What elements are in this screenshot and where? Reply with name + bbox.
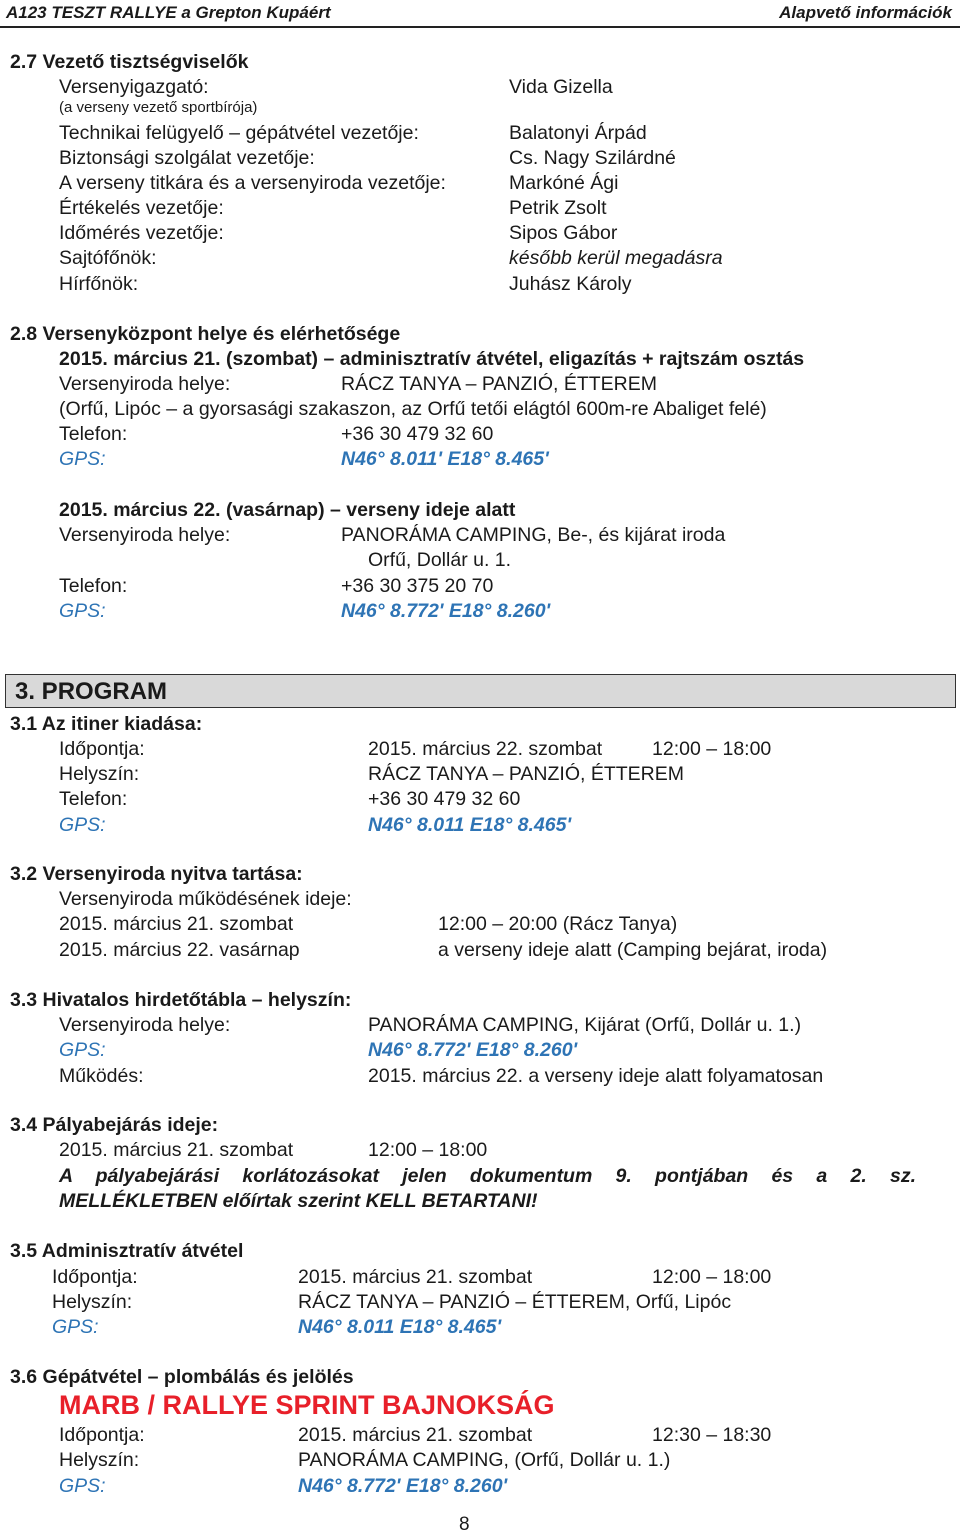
section-3-1-title: 3.1 Az itiner kiadása: <box>10 713 203 735</box>
day1-office-value: RÁCZ TANYA – PANZIÓ, ÉTTEREM <box>341 373 658 395</box>
day2-office-address: Orfű, Dollár u. 1. <box>368 549 512 571</box>
itiner-phone-label: Telefon: <box>59 788 128 810</box>
itiner-phone: +36 30 479 32 60 <box>368 788 521 810</box>
official-label: Hírfőnök: <box>59 273 139 295</box>
day2-description: (vasárnap) – verseny ideje alatt <box>225 499 516 521</box>
day1-note: (Orfű, Lipóc – a gyorsasági szakaszon, az Orfű tetői elágtól 600m-re Abaliget felé) <box>59 398 767 420</box>
section-3-3-title: 3.3 Hivatalos hirdetőtábla – helyszín: <box>10 989 352 1011</box>
itiner-time-hours: 12:00 – 18:00 <box>652 738 772 760</box>
office-hours-date: 2015. március 22. vasárnap <box>59 939 300 961</box>
admin-gps: N46° 8.011 E18° 8.465' <box>298 1316 502 1338</box>
day2-gps: N46° 8.772' E18° 8.260' <box>341 600 551 622</box>
official-value: Markóné Ági <box>509 172 619 194</box>
page-header <box>0 0 960 28</box>
header-section: Alapvető információk <box>779 3 952 22</box>
office-hours-subtitle: Versenyiroda működésének ideje: <box>59 888 352 910</box>
official-value: Cs. Nagy Szilárdné <box>509 147 676 169</box>
admin-time-label: Időpontja: <box>52 1266 138 1288</box>
office-hours-value: 12:00 – 20:00 (Rácz Tanya) <box>438 913 678 935</box>
section-3-heading <box>5 674 956 708</box>
noticeboard-office-label: Versenyiroda helye: <box>59 1014 231 1036</box>
admin-place-label: Helyszín: <box>52 1291 133 1313</box>
itiner-place: RÁCZ TANYA – PANZIÓ, ÉTTEREM <box>368 763 685 785</box>
official-value: Balatonyi Árpád <box>509 122 647 144</box>
official-value: Vida Gizella <box>509 76 613 98</box>
itiner-gps: N46° 8.011 E18° 8.465' <box>368 814 572 836</box>
section-3-4-title: 3.4 Pályabejárás ideje: <box>10 1114 219 1136</box>
noticeboard-operation-label: Működés: <box>59 1065 144 1087</box>
scrutineering-time-hours: 12:30 – 18:30 <box>652 1424 772 1446</box>
scrutineering-gps-label: GPS: <box>59 1475 106 1497</box>
section-3-6-title: 3.6 Gépátvétel – plombálás és jelölés <box>10 1366 354 1388</box>
official-label: Időmérés vezetője: <box>59 222 224 244</box>
championship-title: MARB / RALLYE SPRINT BAJNOKSÁG <box>59 1390 555 1420</box>
official-label: Értékelés vezetője: <box>59 197 224 219</box>
official-label-note: (a verseny vezető sportbírója) <box>59 99 258 116</box>
scrutineering-time-label: Időpontja: <box>59 1424 145 1446</box>
scrutineering-place: PANORÁMA CAMPING, (Orfű, Dollár u. 1.) <box>298 1449 671 1471</box>
scrutineering-gps: N46° 8.772' E18° 8.260' <box>298 1475 508 1497</box>
day1-phone-label: Telefon: <box>59 423 128 445</box>
section-2-8-title: 2.8 Versenyközpont helye és elérhetősége <box>10 323 401 345</box>
day1-phone: +36 30 479 32 60 <box>341 423 494 445</box>
section-3-title: 3. PROGRAM <box>15 678 168 705</box>
noticeboard-office: PANORÁMA CAMPING, Kijárat (Orfű, Dollár u. 1.) <box>368 1014 802 1036</box>
day1-office-label: Versenyiroda helye: <box>59 373 231 395</box>
day1-date: 2015. március 21. <box>59 348 221 370</box>
official-label: Technikai felügyelő – gépátvétel vezetője: <box>59 122 419 144</box>
admin-place: RÁCZ TANYA – PANZIÓ – ÉTTEREM, Orfű, Lipóc <box>298 1291 732 1313</box>
header-title: A123 TESZT RALLYE a Grepton Kupáért <box>6 3 331 22</box>
official-value: Petrik Zsolt <box>509 197 607 219</box>
day2-office-label: Versenyiroda helye: <box>59 524 231 546</box>
day1-gps-label: GPS: <box>59 448 106 470</box>
section-3-2-title: 3.2 Versenyiroda nyitva tartása: <box>10 863 303 885</box>
admin-time-hours: 12:00 – 18:00 <box>652 1266 772 1288</box>
office-hours-value: a verseny ideje alatt (Camping bejárat, iroda) <box>438 939 828 961</box>
section-2-7-title: 2.7 Vezető tisztségviselők <box>10 51 249 73</box>
recce-hours: 12:00 – 18:00 <box>368 1139 488 1161</box>
itiner-place-label: Helyszín: <box>59 763 140 785</box>
day2-phone-label: Telefon: <box>59 575 128 597</box>
official-value: később kerül megadásra <box>509 247 723 269</box>
official-label: Sajtófőnök: <box>59 247 157 269</box>
section-3-5-title: 3.5 Adminisztratív átvétel <box>10 1240 244 1262</box>
day1-description: (szombat) – adminisztratív átvétel, eligazítás + rajtszám osztás <box>225 348 805 370</box>
admin-gps-label: GPS: <box>52 1316 99 1338</box>
day2-office-value: PANORÁMA CAMPING, Be-, és kijárat iroda <box>341 524 726 546</box>
official-label: A verseny titkára és a versenyiroda vezetője: <box>59 172 446 194</box>
day2-date: 2015. március 22. <box>59 499 221 521</box>
day1-gps: N46° 8.011' E18° 8.465' <box>341 448 549 470</box>
noticeboard-gps: N46° 8.772' E18° 8.260' <box>368 1039 578 1061</box>
noticeboard-operation: 2015. március 22. a verseny ideje alatt folyamatosan <box>368 1065 824 1087</box>
noticeboard-gps-label: GPS: <box>59 1039 106 1061</box>
page-number: 8 <box>459 1514 470 1535</box>
day2-phone: +36 30 375 20 70 <box>341 575 494 597</box>
official-label: Biztonsági szolgálat vezetője: <box>59 147 315 169</box>
official-value: Juhász Károly <box>509 273 632 295</box>
official-value: Sipos Gábor <box>509 222 618 244</box>
official-label: Versenyigazgató: <box>59 76 209 98</box>
scrutineering-time-value: 2015. március 21. szombat <box>298 1424 533 1446</box>
itiner-time-label: Időpontja: <box>59 738 145 760</box>
recce-warning-line1: A pályabejárási korlátozásokat jelen dokumentum 9. pontjában és a 2. sz. <box>59 1165 916 1187</box>
recce-warning-line2: MELLÉKLETBEN előírtak szerint KELL BETARTANI! <box>59 1190 538 1212</box>
scrutineering-place-label: Helyszín: <box>59 1449 140 1471</box>
admin-time-value: 2015. március 21. szombat <box>298 1266 533 1288</box>
day2-gps-label: GPS: <box>59 600 106 622</box>
recce-date: 2015. március 21. szombat <box>59 1139 294 1161</box>
itiner-gps-label: GPS: <box>59 814 106 836</box>
itiner-time-value: 2015. március 22. szombat <box>368 738 603 760</box>
office-hours-date: 2015. március 21. szombat <box>59 913 294 935</box>
